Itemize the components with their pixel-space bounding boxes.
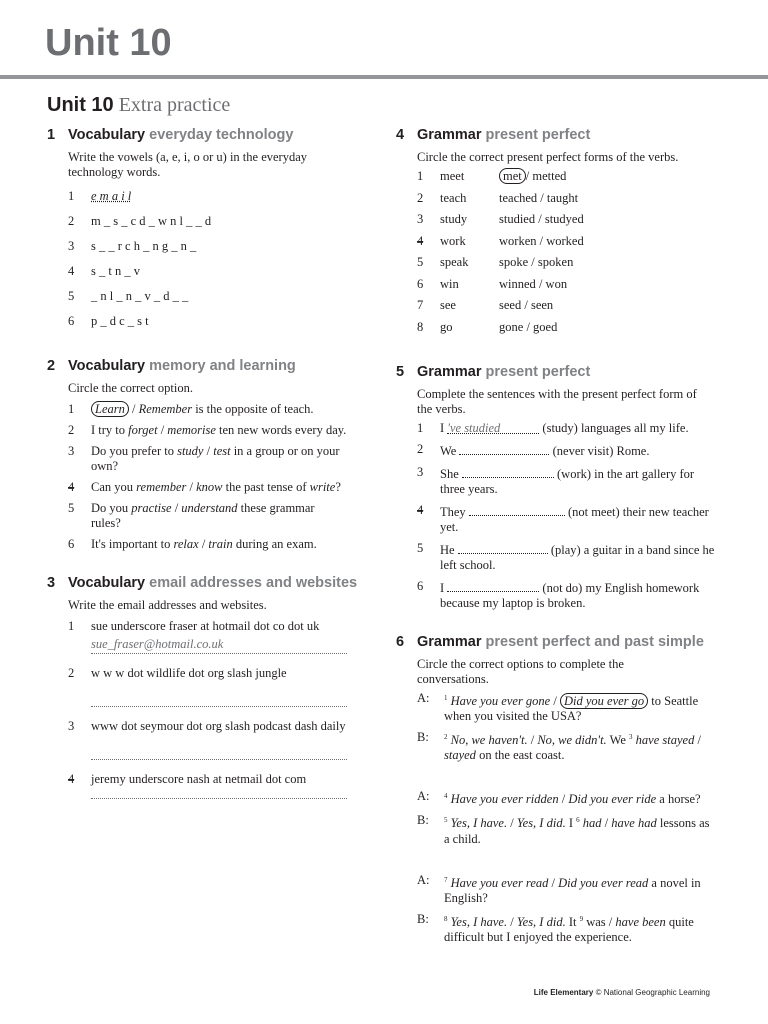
section-3-heading: 3 Vocabulary email addresses and websites xyxy=(47,575,358,591)
list-item: 3 www dot seymour dot org slash podcast dash daily xyxy=(68,719,346,733)
left-column xyxy=(47,126,377,799)
section-2-heading: 2 Vocabulary memory and learning xyxy=(47,358,296,374)
option[interactable]: understand xyxy=(181,501,238,515)
answer-text: e m a i l xyxy=(91,189,132,203)
option[interactable]: worked xyxy=(546,233,584,248)
circled-option[interactable]: Learn xyxy=(91,401,129,417)
section-4-heading: 4 Grammar present perfect xyxy=(396,127,591,143)
dialogue-line: A: $^7$ Have you ever read / Did you ever read a novel in English? xyxy=(417,872,701,905)
section-1-instructions: Write the vowels (a, e, i, o or u) in the everyday technology words. xyxy=(68,150,307,179)
list-item: 2 m _ s _ c d _ w n l _ _ d xyxy=(68,214,212,228)
option[interactable]: metted xyxy=(532,169,567,183)
answer-blank[interactable] xyxy=(469,503,565,516)
list-item: 1 e m a i l xyxy=(68,189,132,203)
option[interactable]: have had xyxy=(611,816,657,831)
section-3-instructions: Write the email addresses and websites. xyxy=(68,598,267,612)
dialogue-line: B: $^5$ Yes, I have. / Yes, I did. I $^6$ had / have had lessons as a child. xyxy=(417,813,710,846)
answer-line-rule xyxy=(91,652,347,654)
section-2-instructions: Circle the correct option. xyxy=(68,381,193,395)
option[interactable]: have stayed xyxy=(635,733,695,748)
option[interactable]: Remember xyxy=(138,402,193,416)
option[interactable]: Have you ever ridden xyxy=(450,792,559,807)
list-item: 6 It's important to relax / train during an exam. xyxy=(68,537,317,551)
option[interactable]: Yes, I have. xyxy=(450,816,508,831)
unit-header: Unit 10 xyxy=(45,22,172,64)
section-kind: Vocabulary xyxy=(68,127,146,143)
section-5-items xyxy=(396,421,721,611)
section-4-instructions: Circle the correct present perfect forms of the verbs. xyxy=(417,150,679,164)
list-item: 3 She (work) in the art gallery for three years. xyxy=(417,465,695,496)
list-item: 1 sue underscore fraser at hotmail dot co dot uk xyxy=(68,619,320,633)
section-2-items xyxy=(47,402,347,552)
page-title-unit: Unit 10 xyxy=(47,94,114,116)
answer-line[interactable]: sue_fraser@hotmail.co.uk xyxy=(91,637,224,651)
section-4-items xyxy=(396,169,726,341)
option[interactable]: had xyxy=(582,816,602,831)
option[interactable]: Did you ever ride xyxy=(568,792,657,807)
section-3-items xyxy=(47,619,347,799)
dialogue-line: A: $^4$ Have you ever ridden / Did you ever ride a horse? xyxy=(417,789,701,807)
list-item: 4 s _ t n _ v xyxy=(68,264,140,278)
option[interactable]: memorise xyxy=(167,423,216,437)
option[interactable]: Yes, I have. xyxy=(450,914,508,929)
option[interactable]: winned xyxy=(499,276,536,291)
list-item: 1 Learn / Remember is the opposite of teach. xyxy=(68,402,314,416)
section-6-instructions: Circle the correct options to complete the conversations. xyxy=(417,657,624,686)
section-topic: everyday technology xyxy=(149,127,294,143)
section-6-heading: 6 Grammar present perfect and past simple xyxy=(396,634,704,650)
option[interactable]: worken xyxy=(499,233,537,248)
option[interactable]: spoke xyxy=(499,255,529,269)
list-item: 6 p _ d c _ s t xyxy=(68,314,149,328)
option[interactable]: Have you ever read xyxy=(450,875,549,890)
option[interactable]: test xyxy=(213,444,231,458)
list-item: 2 w w w dot wildlife dot org slash jungle xyxy=(68,666,287,680)
circled-option[interactable]: Did you ever go xyxy=(560,693,648,709)
option[interactable]: gone xyxy=(499,319,524,334)
option[interactable]: won xyxy=(545,276,568,291)
footer xyxy=(534,988,710,997)
section-5-heading: 5 Grammar present perfect xyxy=(396,364,591,380)
option[interactable]: Did you ever read xyxy=(558,875,649,890)
option[interactable]: know xyxy=(196,480,223,494)
option[interactable]: was xyxy=(586,914,606,929)
list-item: 1 meet met / metted xyxy=(417,169,567,183)
answer-blank[interactable] xyxy=(462,465,554,478)
section-5-instructions: Complete the sentences with the present perfect form of the verbs. xyxy=(417,387,697,416)
list-item: 5 _ n l _ n _ v _ d _ _ xyxy=(68,289,189,303)
option[interactable]: remember xyxy=(136,480,187,494)
list-item: 4 jeremy underscore nash at netmail dot com xyxy=(68,772,307,786)
option[interactable]: practise xyxy=(131,501,172,515)
list-item: 5 He (play) a guitar in a band since he left school. xyxy=(417,541,715,572)
option[interactable]: seed xyxy=(499,298,522,312)
list-item: 8 go gone / goed xyxy=(417,319,558,334)
header-rule xyxy=(0,75,768,79)
answer-line[interactable] xyxy=(91,797,347,799)
list-item: 2 teach teached / taught xyxy=(417,190,579,205)
list-item: 6 I (not do) my English homework because my laptop is broken. xyxy=(417,579,700,610)
option[interactable]: Yes, I did. xyxy=(516,914,566,929)
list-item: 4 Can you remember / know the past tense of write? xyxy=(68,480,341,494)
dialogue-line: B: $^2$ No, we haven't. / No, we didn't. We $^3$ have stayed / stayed on the east coast. xyxy=(417,730,701,763)
option[interactable]: studied xyxy=(499,212,536,226)
list-item: 2 We (never visit) Rome. xyxy=(417,442,650,458)
list-item: 4 work worken / worked xyxy=(417,233,584,248)
footer-book-title: Life Elementary xyxy=(533,988,594,997)
option[interactable]: studyed xyxy=(544,212,584,226)
page-title-subtitle: Extra practice xyxy=(118,94,231,116)
section-6-dialogues xyxy=(396,691,717,945)
option[interactable]: seen xyxy=(530,298,554,312)
list-item: 3 study studied / studyed xyxy=(417,212,584,226)
dialogue-line: B: $^8$ Yes, I have. / Yes, I did. It $^9$ was / have been quite difficult but I enjoyed the experience. xyxy=(417,911,694,944)
option[interactable]: goed xyxy=(533,319,558,334)
answer-line[interactable] xyxy=(91,705,347,707)
answer-blank[interactable]: 've studied xyxy=(447,421,539,434)
circled-option[interactable]: met xyxy=(499,168,526,184)
list-item: 6 win winned / won xyxy=(417,276,568,291)
option[interactable]: relax xyxy=(173,537,199,551)
section-1-items xyxy=(47,184,377,334)
list-item: 3 Do you prefer to study / test in a group or on your own? xyxy=(68,444,340,473)
list-item: 7 see seed / seen xyxy=(417,298,554,312)
answer-blank[interactable] xyxy=(459,442,549,455)
page-title xyxy=(47,94,230,117)
section-1-heading xyxy=(47,126,377,144)
footer-copyright: © National Geographic Learning xyxy=(595,988,710,997)
answer-blank[interactable] xyxy=(458,541,548,554)
list-item: 2 I try to forget / memorise ten new words every day. xyxy=(68,423,347,437)
option[interactable]: teached xyxy=(499,190,538,205)
option[interactable]: No, we didn't. xyxy=(537,733,607,748)
list-item: 4 They (not meet) their new teacher yet. xyxy=(417,503,709,534)
option[interactable]: taught xyxy=(546,190,579,205)
dialogue-line: A: $^1$ Have you ever gone / Did you ever go to Seattle when you visited the USA? xyxy=(417,691,699,724)
section-number: 1 xyxy=(47,127,56,143)
option[interactable]: No, we haven't. xyxy=(450,733,528,748)
list-item: 5 speak spoke / spoken xyxy=(417,255,574,269)
answer-blank[interactable] xyxy=(447,579,539,592)
list-item: 1 I 've studied (study) languages all my life. xyxy=(417,421,689,435)
list-item: 5 Do you practise / understand these grammar rules? xyxy=(68,501,315,530)
option[interactable]: Yes, I did. xyxy=(516,816,566,831)
option[interactable]: study xyxy=(177,444,204,458)
option[interactable]: forget xyxy=(128,423,158,437)
answer-line[interactable] xyxy=(91,758,347,760)
option[interactable]: spoken xyxy=(537,255,574,269)
option[interactable]: have been xyxy=(615,914,666,929)
option[interactable]: train xyxy=(208,537,233,551)
option[interactable]: stayed xyxy=(444,748,476,763)
right-column xyxy=(396,126,726,945)
option[interactable]: Have you ever gone xyxy=(450,694,551,709)
list-item: 3 s _ _ r c h _ n g _ n _ xyxy=(68,239,197,253)
